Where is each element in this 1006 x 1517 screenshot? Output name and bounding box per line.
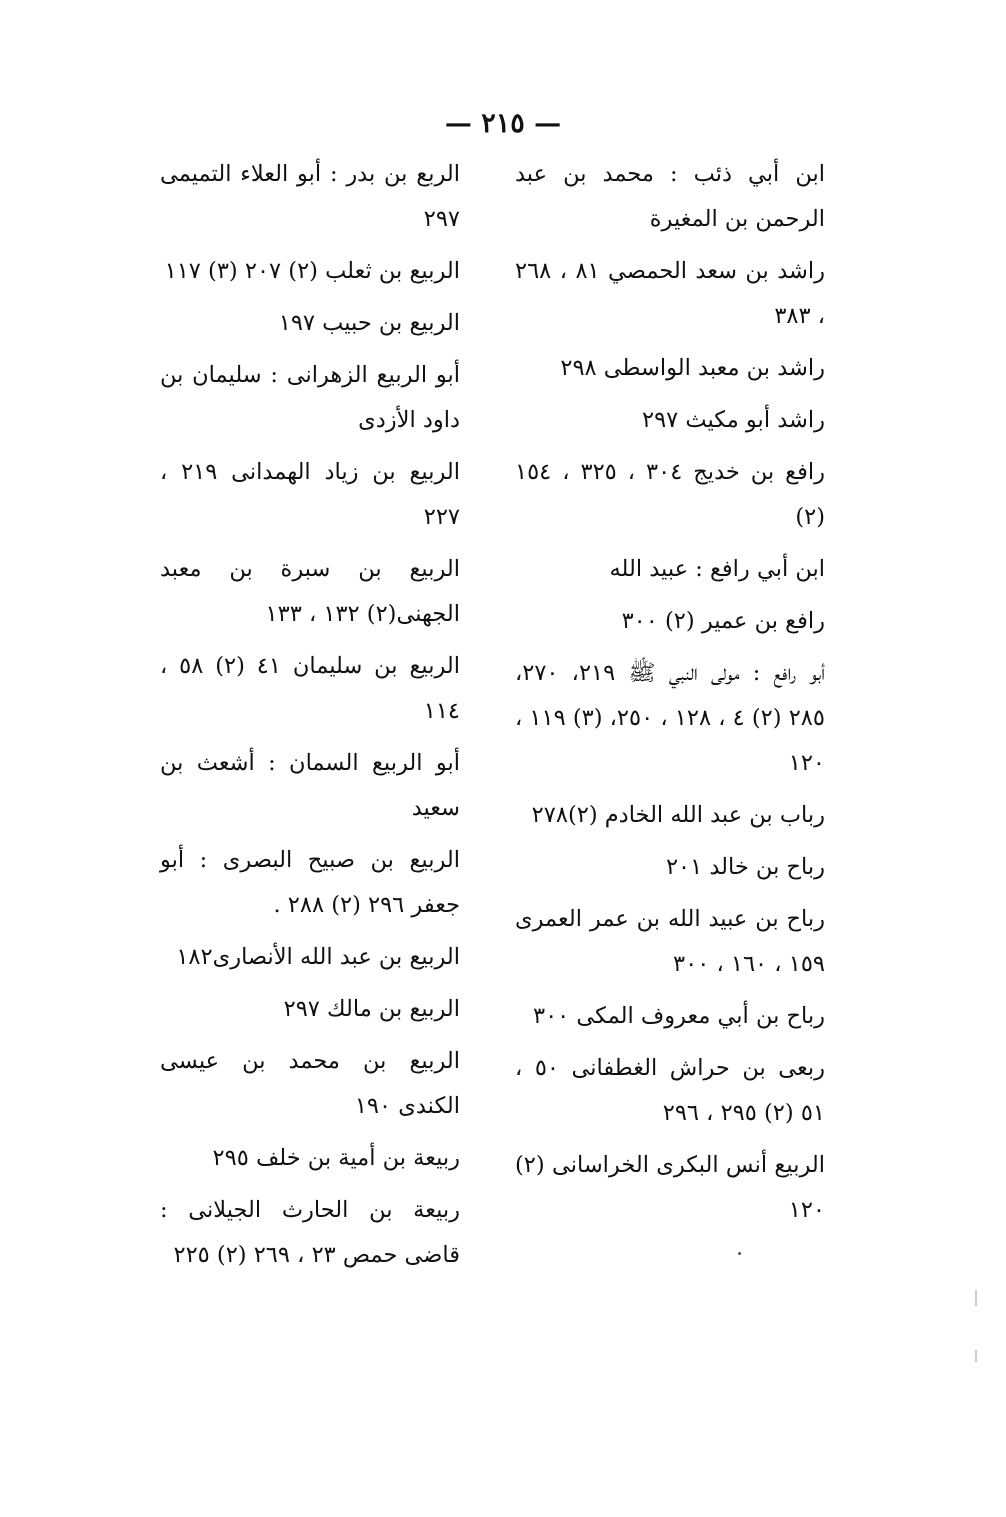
index-entry: الربيع بن مالك ٢٩٧ (283, 996, 460, 1022)
index-entry: الربع بن بدر : أبو العلاء التميمى ٢٩٧ (160, 161, 460, 232)
index-entry: الربيع بن ثعلب (٢) ٢٠٧ (٣) ١١٧ (164, 258, 460, 284)
scan-edge-mark (975, 1290, 977, 1306)
index-entry: رباح بن أبي معروف المكى ٣٠٠ (533, 1003, 825, 1029)
index-entry: راشد بن معبد الواسطى ٢٩٨ (560, 355, 825, 381)
index-entry: الربيع بن محمد بن عيسى الكندى ١٩٠ (160, 1048, 460, 1119)
index-entry: الربيع بن حبيب ١٩٧ (278, 310, 460, 336)
index-entry: رافع بن عمير (٢) ٣٠٠ (621, 608, 825, 634)
index-entry: أبو رافع : مولى النبي ﷺ ٢١٩، ٢٧٠، ٢٨٥ (٢) ٤ ، ١٢٨ ، ٢٥٠، (٣) ١١٩ ، ١٢٠ (515, 660, 826, 776)
index-column-right (515, 152, 825, 1240)
index-entry: رباح بن خالد ٢٠١ (665, 854, 825, 880)
index-entry: رباب بن عبد الله الخادم (٢)٢٧٨ (531, 802, 825, 828)
index-entry: أبو الربيع الزهرانى : سليمان بن داود الأزدى (160, 362, 460, 433)
print-speck (738, 1252, 741, 1255)
index-entry: الربيع بن زياد الهمدانى ٢١٩ ، ٢٢٧ (160, 459, 460, 530)
index-column-left (160, 152, 460, 1285)
index-entry: ربعى بن حراش الغطفانى ٥٠ ، ٥١ (٢) ٢٩٥ ، ٢٩٦ (515, 1055, 825, 1126)
index-entry: الربيع أنس البكرى الخراسانى (٢) ١٢٠ (515, 1152, 825, 1223)
index-entry: ابن أبي رافع : عبيد الله (609, 556, 825, 582)
index-entry: ربيعة بن الحارث الجيلانى : قاضى حمص ٢٣ ، ٢٦٩ (٢) ٢٢٥ (160, 1197, 460, 1268)
index-entry: رافع بن خديج ٣٠٤ ، ٣٢٥ ، ١٥٤ (٢) (515, 459, 826, 530)
index-entry: الربيع بن سليمان ٤١ (٢) ٥٨ ، ١١٤ (160, 653, 461, 724)
index-entry: رباح بن عبيد الله بن عمر العمرى ١٥٩ ، ١٦٠ ، ٣٠٠ (515, 906, 825, 977)
index-entry: أبو الربيع السمان : أشعث بن سعيد (160, 750, 460, 821)
index-entry: ربيعة بن أمية بن خلف ٢٩٥ (212, 1145, 460, 1171)
page-number: — ٢١٥ — (444, 108, 562, 139)
index-entry: الربيع بن سبرة بن معبد الجهنى(٢) ١٣٢ ، ١٣٣ (160, 556, 460, 627)
index-entry: راشد أبو مكيث ٢٩٧ (642, 407, 825, 433)
index-entry: ابن أبي ذئب : محمد بن عبد الرحمن بن المغيرة (515, 161, 825, 232)
index-entry: الربيع بن عبد الله الأنصارى١٨٢ (176, 944, 460, 970)
index-entry: راشد بن سعد الحمصي ٨١ ، ٢٦٨ ، ٣٨٣ (515, 258, 825, 329)
scan-edge-mark (975, 1350, 977, 1362)
index-entry: الربيع بن صبيح البصرى : أبو جعفر ٢٩٦ (٢) ٢٨٨ . (160, 847, 460, 918)
